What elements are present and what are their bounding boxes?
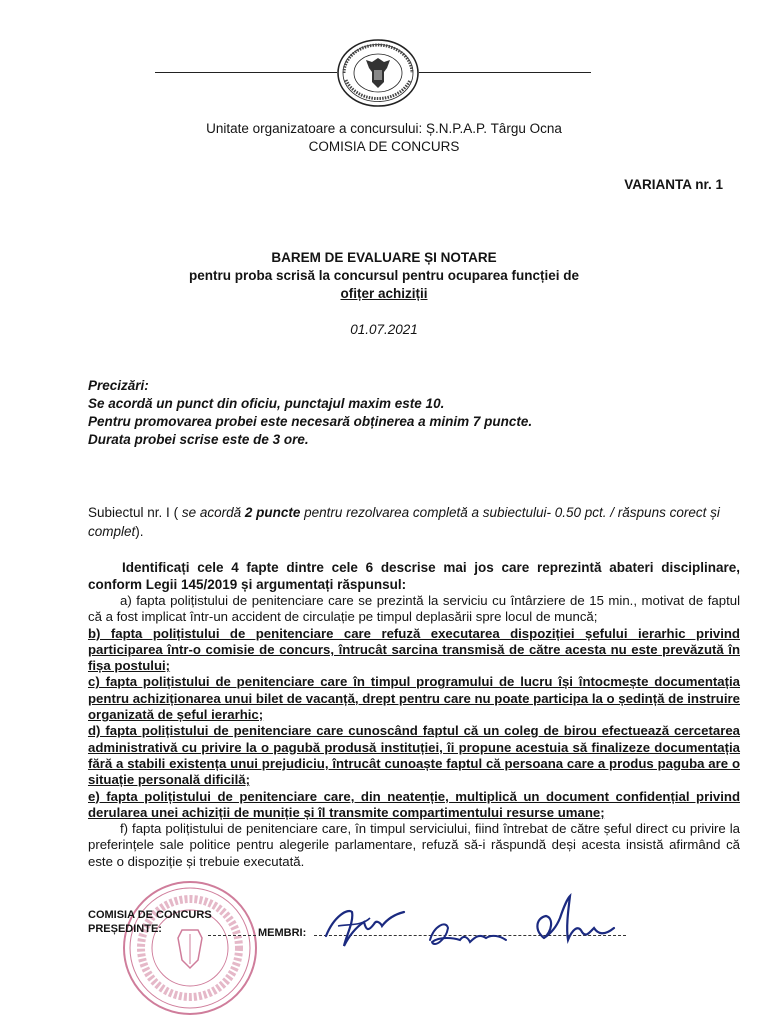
handwritten-signature-icon xyxy=(420,910,510,955)
subject-question: Identificați cele 4 fapte dintre cele 6 descrise mai jos care reprezintă abateri disciplinare, conform Legii 145/2019 și argumentați răspunsul: xyxy=(88,560,740,592)
signature-block xyxy=(88,908,212,936)
subject-heading: Subiectul nr. I ( se acordă 2 puncte pentru rezolvarea completă a subiectului- 0.50 pct. / răspuns corect și complet). xyxy=(88,505,720,539)
organizer-line: Unitate organizatoare a concursului: Ș.N.P.A.P. Târgu Ocna xyxy=(206,121,562,136)
ministry-seal-icon xyxy=(336,38,420,108)
handwritten-signature-icon xyxy=(318,896,408,956)
round-stamp-icon xyxy=(120,878,260,1018)
header-rule-right xyxy=(419,72,591,73)
precizari-line: Pentru promovarea probei este necesară obținerea a minim 7 puncte. xyxy=(88,414,533,429)
subject-points: 2 puncte xyxy=(244,505,301,520)
header-rule-left xyxy=(155,72,337,73)
precizari-line: Se acordă un punct din oficiu, punctajul maxim este 10. xyxy=(88,396,445,411)
document-title: BAREM DE EVALUARE ȘI NOTARE xyxy=(271,250,497,265)
position-title: ofițer achiziții xyxy=(340,286,428,301)
commission-title: COMISIA DE CONCURS xyxy=(308,139,460,154)
president-label: PREȘEDINTE: xyxy=(88,923,162,935)
answer-item-c: c) fapta polițistului de penitenciare care în timpul programului de lucru își întocmește documentația pentru achiziționarea unui bilet de vacanță, drept pentru care nu poate participa la o ședință de instruire organizată de șeful ierarhic; xyxy=(88,674,740,723)
members-label: MEMBRI: xyxy=(258,927,307,939)
president-signature-line xyxy=(208,935,256,936)
answer-list xyxy=(88,593,740,870)
answer-item-e: e) fapta polițistului de penitenciare care, din neatenție, multiplică un document confidențial privind derularea unei achiziții de muniție și îl transmite compartimentului resurse umane; xyxy=(88,788,740,820)
answer-item-b: b) fapta polițistului de penitenciare care refuză executarea dispoziției șefului ierarhic privind participarea într-o comisie de concurs, întrucât sarcina transmisă de către acesta nu este prevăzută în fișa postului; xyxy=(88,625,740,674)
document-subtitle: pentru proba scrisă la concursul pentru ocuparea funcției de xyxy=(188,268,580,283)
precizari-line: Durata probei scrise este de 3 ore. xyxy=(88,432,309,447)
precizari-block xyxy=(88,377,532,449)
subject-label: Subiectul nr. I xyxy=(88,505,170,520)
document-date: 01.07.2021 xyxy=(350,322,418,337)
variant-label: VARIANTA nr. 1 xyxy=(624,177,723,192)
commission-footer-label: COMISIA DE CONCURS xyxy=(88,909,212,921)
precizari-heading: Precizări: xyxy=(88,378,149,393)
answer-item-a: a) fapta polițistului de penitenciare care se prezintă la serviciu cu întârziere de 15 min., motivat de faptul că a fost implicat într-un accident de circulație pe timpul deplasării spre locul de muncă; xyxy=(88,593,740,625)
handwritten-signature-icon xyxy=(524,888,624,954)
answer-item-d: d) fapta polițistului de penitenciare care cunoscând faptul că un coleg de birou efectuează cercetarea administrativă cu privire la o pagubă produsă instituției, îi propune acestuia să finalizeze documentația fără a stabili existența unui prejudiciu, întrucât cunoaște faptul că persoana care a produs paguba are o situație personală dificilă; xyxy=(88,723,740,788)
answer-item-f: f) fapta polițistului de penitenciare care, în timpul serviciului, fiind întrebat de către șeful direct cu privire la preferințele sale politice pentru alegerile parlamentare, refuză să-i răspundă deși acesta insistă afirmând că este o dispoziție și trebuie executată. xyxy=(88,821,740,869)
